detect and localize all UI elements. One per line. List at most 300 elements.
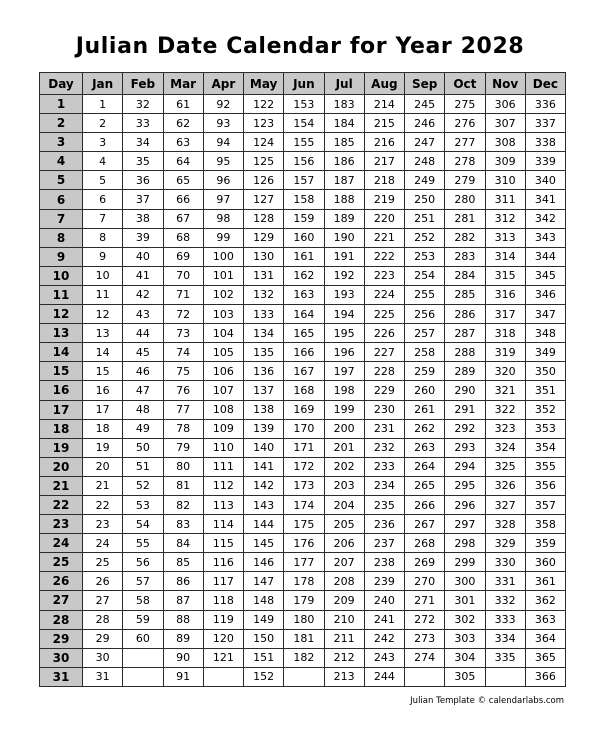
day-number-cell: 7 xyxy=(40,209,83,228)
julian-day-cell: 252 xyxy=(405,228,445,247)
julian-day-cell: 224 xyxy=(364,285,404,304)
julian-day-cell: 62 xyxy=(163,114,203,133)
julian-day-cell: 140 xyxy=(244,438,284,457)
julian-day-cell: 321 xyxy=(485,381,525,400)
julian-day-cell: 95 xyxy=(203,152,243,171)
julian-day-cell: 16 xyxy=(83,381,123,400)
table-row xyxy=(40,171,566,190)
julian-day-cell: 348 xyxy=(525,324,565,343)
julian-day-cell: 291 xyxy=(445,400,485,419)
julian-day-cell: 246 xyxy=(405,114,445,133)
julian-day-cell: 262 xyxy=(405,419,445,438)
julian-day-cell: 251 xyxy=(405,209,445,228)
table-row xyxy=(40,190,566,209)
julian-day-cell: 219 xyxy=(364,190,404,209)
julian-day-cell: 71 xyxy=(163,285,203,304)
julian-day-cell: 238 xyxy=(364,553,404,572)
julian-day-cell: 249 xyxy=(405,171,445,190)
julian-day-cell: 217 xyxy=(364,152,404,171)
julian-day-cell: 34 xyxy=(123,133,163,152)
julian-day-cell: 362 xyxy=(525,591,565,610)
table-row xyxy=(40,266,566,285)
julian-day-cell: 358 xyxy=(525,515,565,534)
julian-day-cell: 163 xyxy=(284,285,324,304)
julian-day-cell: 63 xyxy=(163,133,203,152)
julian-day-cell: 181 xyxy=(284,629,324,648)
julian-day-cell: 171 xyxy=(284,438,324,457)
julian-day-cell: 212 xyxy=(324,648,364,667)
julian-day-cell: 47 xyxy=(123,381,163,400)
julian-day-cell: 324 xyxy=(485,438,525,457)
julian-day-cell: 250 xyxy=(405,190,445,209)
julian-day-cell: 258 xyxy=(405,343,445,362)
julian-day-cell: 32 xyxy=(123,95,163,114)
julian-day-cell: 235 xyxy=(364,495,404,514)
julian-day-cell: 17 xyxy=(83,400,123,419)
julian-day-cell: 352 xyxy=(525,400,565,419)
julian-day-cell: 290 xyxy=(445,381,485,400)
page-title: Julian Date Calendar for Year 2028 xyxy=(75,34,525,59)
julian-day-cell: 112 xyxy=(203,476,243,495)
julian-day-cell: 148 xyxy=(244,591,284,610)
table-row xyxy=(40,515,566,534)
julian-day-cell: 166 xyxy=(284,343,324,362)
julian-day-cell: 2 xyxy=(83,114,123,133)
julian-day-cell: 152 xyxy=(244,667,284,686)
julian-day-cell: 345 xyxy=(525,266,565,285)
table-header xyxy=(40,73,566,95)
julian-day-cell: 37 xyxy=(123,190,163,209)
julian-day-cell: 11 xyxy=(83,285,123,304)
day-number-cell: 4 xyxy=(40,152,83,171)
julian-day-cell: 298 xyxy=(445,534,485,553)
table-row xyxy=(40,247,566,266)
julian-day-cell: 240 xyxy=(364,591,404,610)
julian-day-cell: 96 xyxy=(203,171,243,190)
julian-day-cell: 64 xyxy=(163,152,203,171)
julian-day-cell: 81 xyxy=(163,476,203,495)
julian-day-cell: 135 xyxy=(244,343,284,362)
julian-day-cell: 361 xyxy=(525,572,565,591)
julian-day-cell: 26 xyxy=(83,572,123,591)
julian-day-cell xyxy=(203,667,243,686)
julian-day-cell: 198 xyxy=(324,381,364,400)
table-row xyxy=(40,324,566,343)
day-number-cell: 13 xyxy=(40,324,83,343)
julian-day-cell: 79 xyxy=(163,438,203,457)
julian-day-cell: 355 xyxy=(525,457,565,476)
julian-day-cell: 305 xyxy=(445,667,485,686)
julian-day-cell: 347 xyxy=(525,305,565,324)
julian-day-cell: 214 xyxy=(364,95,404,114)
julian-day-cell: 265 xyxy=(405,476,445,495)
julian-day-cell: 211 xyxy=(324,629,364,648)
julian-day-cell: 234 xyxy=(364,476,404,495)
julian-day-cell: 323 xyxy=(485,419,525,438)
day-number-cell: 30 xyxy=(40,648,83,667)
julian-day-cell: 147 xyxy=(244,572,284,591)
julian-day-cell: 253 xyxy=(405,247,445,266)
julian-day-cell: 313 xyxy=(485,228,525,247)
julian-day-cell: 151 xyxy=(244,648,284,667)
julian-day-cell: 194 xyxy=(324,305,364,324)
julian-day-cell: 228 xyxy=(364,362,404,381)
julian-day-cell: 187 xyxy=(324,171,364,190)
julian-day-cell: 60 xyxy=(123,629,163,648)
julian-day-cell: 296 xyxy=(445,495,485,514)
julian-day-cell: 110 xyxy=(203,438,243,457)
day-number-cell: 2 xyxy=(40,114,83,133)
julian-day-cell: 159 xyxy=(284,209,324,228)
julian-day-cell: 192 xyxy=(324,266,364,285)
table-row xyxy=(40,610,566,629)
julian-day-cell: 177 xyxy=(284,553,324,572)
julian-day-cell: 297 xyxy=(445,515,485,534)
julian-day-cell: 191 xyxy=(324,247,364,266)
julian-day-cell: 51 xyxy=(123,457,163,476)
julian-day-cell: 216 xyxy=(364,133,404,152)
julian-day-cell: 227 xyxy=(364,343,404,362)
julian-day-cell: 56 xyxy=(123,553,163,572)
julian-day-cell: 226 xyxy=(364,324,404,343)
julian-day-cell: 326 xyxy=(485,476,525,495)
julian-day-cell: 247 xyxy=(405,133,445,152)
julian-day-cell: 173 xyxy=(284,476,324,495)
julian-day-cell: 343 xyxy=(525,228,565,247)
julian-day-cell: 274 xyxy=(405,648,445,667)
julian-day-cell: 153 xyxy=(284,95,324,114)
julian-day-cell: 174 xyxy=(284,495,324,514)
julian-day-cell: 218 xyxy=(364,171,404,190)
julian-day-cell: 295 xyxy=(445,476,485,495)
day-number-cell: 20 xyxy=(40,457,83,476)
julian-day-cell: 50 xyxy=(123,438,163,457)
julian-day-cell: 242 xyxy=(364,629,404,648)
julian-day-cell: 282 xyxy=(445,228,485,247)
day-number-cell: 1 xyxy=(40,95,83,114)
julian-day-cell: 124 xyxy=(244,133,284,152)
julian-day-cell: 354 xyxy=(525,438,565,457)
julian-day-cell: 199 xyxy=(324,400,364,419)
julian-day-cell: 7 xyxy=(83,209,123,228)
julian-day-cell: 317 xyxy=(485,305,525,324)
julian-day-cell: 306 xyxy=(485,95,525,114)
julian-day-cell xyxy=(284,667,324,686)
julian-day-cell: 267 xyxy=(405,515,445,534)
julian-day-cell: 38 xyxy=(123,209,163,228)
julian-day-cell: 316 xyxy=(485,285,525,304)
julian-day-cell: 178 xyxy=(284,572,324,591)
day-number-cell: 25 xyxy=(40,553,83,572)
julian-day-cell: 202 xyxy=(324,457,364,476)
julian-day-cell: 19 xyxy=(83,438,123,457)
julian-day-cell: 146 xyxy=(244,553,284,572)
julian-day-cell: 39 xyxy=(123,228,163,247)
day-number-cell: 9 xyxy=(40,247,83,266)
julian-day-cell: 336 xyxy=(525,95,565,114)
julian-day-cell: 127 xyxy=(244,190,284,209)
julian-day-cell: 322 xyxy=(485,400,525,419)
julian-day-cell: 272 xyxy=(405,610,445,629)
julian-day-cell: 141 xyxy=(244,457,284,476)
table-row xyxy=(40,495,566,514)
julian-day-cell: 208 xyxy=(324,572,364,591)
julian-day-cell: 325 xyxy=(485,457,525,476)
table-row xyxy=(40,228,566,247)
column-header-may: May xyxy=(244,73,284,95)
julian-day-cell: 90 xyxy=(163,648,203,667)
julian-day-cell: 276 xyxy=(445,114,485,133)
julian-day-cell: 311 xyxy=(485,190,525,209)
julian-day-cell: 266 xyxy=(405,495,445,514)
julian-day-cell: 229 xyxy=(364,381,404,400)
julian-day-cell: 285 xyxy=(445,285,485,304)
julian-day-cell: 237 xyxy=(364,534,404,553)
julian-day-cell: 136 xyxy=(244,362,284,381)
julian-day-cell: 241 xyxy=(364,610,404,629)
julian-day-cell: 9 xyxy=(83,247,123,266)
julian-day-cell: 54 xyxy=(123,515,163,534)
julian-day-cell: 255 xyxy=(405,285,445,304)
julian-day-cell: 220 xyxy=(364,209,404,228)
julian-day-cell: 264 xyxy=(405,457,445,476)
table-row xyxy=(40,381,566,400)
julian-day-cell: 222 xyxy=(364,247,404,266)
table-row xyxy=(40,305,566,324)
julian-day-cell: 85 xyxy=(163,553,203,572)
julian-day-cell: 254 xyxy=(405,266,445,285)
julian-day-cell: 284 xyxy=(445,266,485,285)
julian-day-cell: 132 xyxy=(244,285,284,304)
day-number-cell: 6 xyxy=(40,190,83,209)
day-number-cell: 10 xyxy=(40,266,83,285)
julian-day-cell: 117 xyxy=(203,572,243,591)
julian-day-cell: 70 xyxy=(163,266,203,285)
julian-day-cell: 277 xyxy=(445,133,485,152)
julian-day-cell: 134 xyxy=(244,324,284,343)
julian-day-cell: 366 xyxy=(525,667,565,686)
julian-day-cell: 106 xyxy=(203,362,243,381)
julian-day-cell: 98 xyxy=(203,209,243,228)
day-number-cell: 26 xyxy=(40,572,83,591)
julian-day-cell: 29 xyxy=(83,629,123,648)
julian-day-cell: 97 xyxy=(203,190,243,209)
julian-day-cell: 78 xyxy=(163,419,203,438)
julian-day-cell: 248 xyxy=(405,152,445,171)
julian-day-cell: 58 xyxy=(123,591,163,610)
julian-day-cell: 200 xyxy=(324,419,364,438)
julian-day-cell: 179 xyxy=(284,591,324,610)
julian-day-cell: 312 xyxy=(485,209,525,228)
julian-day-cell: 319 xyxy=(485,343,525,362)
table-row xyxy=(40,133,566,152)
julian-day-cell: 154 xyxy=(284,114,324,133)
julian-day-cell: 158 xyxy=(284,190,324,209)
julian-day-cell: 14 xyxy=(83,343,123,362)
julian-day-cell: 239 xyxy=(364,572,404,591)
julian-day-cell: 225 xyxy=(364,305,404,324)
julian-day-cell: 302 xyxy=(445,610,485,629)
julian-day-cell: 165 xyxy=(284,324,324,343)
julian-day-cell: 25 xyxy=(83,553,123,572)
column-header-mar: Mar xyxy=(163,73,203,95)
julian-day-cell: 330 xyxy=(485,553,525,572)
julian-day-cell: 28 xyxy=(83,610,123,629)
julian-day-cell: 320 xyxy=(485,362,525,381)
julian-day-cell: 30 xyxy=(83,648,123,667)
julian-day-cell: 33 xyxy=(123,114,163,133)
julian-day-cell: 111 xyxy=(203,457,243,476)
julian-day-cell: 27 xyxy=(83,591,123,610)
julian-day-cell xyxy=(485,667,525,686)
julian-day-cell: 107 xyxy=(203,381,243,400)
julian-day-cell: 15 xyxy=(83,362,123,381)
julian-day-cell: 364 xyxy=(525,629,565,648)
column-header-jan: Jan xyxy=(83,73,123,95)
day-number-cell: 31 xyxy=(40,667,83,686)
table-row xyxy=(40,572,566,591)
julian-day-cell: 73 xyxy=(163,324,203,343)
column-header-nov: Nov xyxy=(485,73,525,95)
julian-day-cell: 292 xyxy=(445,419,485,438)
column-header-dec: Dec xyxy=(525,73,565,95)
julian-day-cell: 68 xyxy=(163,228,203,247)
julian-day-cell: 300 xyxy=(445,572,485,591)
julian-day-cell: 303 xyxy=(445,629,485,648)
julian-day-cell: 172 xyxy=(284,457,324,476)
julian-day-cell: 118 xyxy=(203,591,243,610)
julian-day-cell: 213 xyxy=(324,667,364,686)
julian-day-cell: 5 xyxy=(83,171,123,190)
table-row xyxy=(40,343,566,362)
julian-day-cell: 4 xyxy=(83,152,123,171)
julian-day-cell: 299 xyxy=(445,553,485,572)
julian-day-cell: 131 xyxy=(244,266,284,285)
julian-day-cell: 281 xyxy=(445,209,485,228)
julian-day-cell: 144 xyxy=(244,515,284,534)
julian-day-cell: 341 xyxy=(525,190,565,209)
julian-day-cell: 184 xyxy=(324,114,364,133)
julian-day-cell: 100 xyxy=(203,247,243,266)
julian-day-cell: 48 xyxy=(123,400,163,419)
julian-day-cell: 75 xyxy=(163,362,203,381)
julian-day-cell: 116 xyxy=(203,553,243,572)
day-number-cell: 17 xyxy=(40,400,83,419)
julian-day-cell: 357 xyxy=(525,495,565,514)
julian-day-cell: 259 xyxy=(405,362,445,381)
julian-day-cell: 129 xyxy=(244,228,284,247)
footer-credit: Julian Template © calendarlabs.com xyxy=(410,696,564,706)
julian-day-cell: 86 xyxy=(163,572,203,591)
table-row xyxy=(40,419,566,438)
julian-day-cell: 84 xyxy=(163,534,203,553)
table-row xyxy=(40,285,566,304)
julian-day-cell: 331 xyxy=(485,572,525,591)
julian-day-cell: 99 xyxy=(203,228,243,247)
julian-day-cell: 115 xyxy=(203,534,243,553)
julian-day-cell: 185 xyxy=(324,133,364,152)
julian-day-cell: 31 xyxy=(83,667,123,686)
julian-day-cell: 203 xyxy=(324,476,364,495)
julian-day-cell: 49 xyxy=(123,419,163,438)
julian-day-cell: 273 xyxy=(405,629,445,648)
julian-day-cell: 232 xyxy=(364,438,404,457)
julian-day-cell: 309 xyxy=(485,152,525,171)
julian-day-cell: 167 xyxy=(284,362,324,381)
julian-day-cell: 80 xyxy=(163,457,203,476)
julian-day-cell: 293 xyxy=(445,438,485,457)
julian-day-cell: 82 xyxy=(163,495,203,514)
julian-day-cell: 261 xyxy=(405,400,445,419)
julian-day-cell: 271 xyxy=(405,591,445,610)
julian-day-cell: 44 xyxy=(123,324,163,343)
column-header-jun: Jun xyxy=(284,73,324,95)
table-row xyxy=(40,591,566,610)
julian-day-cell: 315 xyxy=(485,266,525,285)
julian-day-cell: 193 xyxy=(324,285,364,304)
julian-day-cell: 209 xyxy=(324,591,364,610)
julian-day-cell: 233 xyxy=(364,457,404,476)
julian-day-cell: 245 xyxy=(405,95,445,114)
julian-day-cell: 122 xyxy=(244,95,284,114)
julian-day-cell: 223 xyxy=(364,266,404,285)
julian-day-cell: 269 xyxy=(405,553,445,572)
julian-day-cell: 72 xyxy=(163,305,203,324)
julian-day-cell: 186 xyxy=(324,152,364,171)
day-number-cell: 24 xyxy=(40,534,83,553)
julian-day-cell: 195 xyxy=(324,324,364,343)
table-row xyxy=(40,95,566,114)
julian-day-cell: 318 xyxy=(485,324,525,343)
julian-day-cell: 350 xyxy=(525,362,565,381)
julian-day-cell: 365 xyxy=(525,648,565,667)
julian-day-cell xyxy=(123,648,163,667)
julian-day-cell: 180 xyxy=(284,610,324,629)
julian-day-cell: 304 xyxy=(445,648,485,667)
day-number-cell: 12 xyxy=(40,305,83,324)
julian-day-cell: 156 xyxy=(284,152,324,171)
julian-day-cell: 155 xyxy=(284,133,324,152)
julian-day-cell: 88 xyxy=(163,610,203,629)
julian-day-cell: 231 xyxy=(364,419,404,438)
julian-day-cell: 120 xyxy=(203,629,243,648)
table-row xyxy=(40,209,566,228)
julian-day-cell: 337 xyxy=(525,114,565,133)
julian-day-cell: 359 xyxy=(525,534,565,553)
julian-day-cell: 105 xyxy=(203,343,243,362)
julian-day-cell: 8 xyxy=(83,228,123,247)
julian-day-cell: 335 xyxy=(485,648,525,667)
julian-day-cell: 109 xyxy=(203,419,243,438)
column-header-apr: Apr xyxy=(203,73,243,95)
julian-day-cell: 205 xyxy=(324,515,364,534)
julian-day-cell: 22 xyxy=(83,495,123,514)
julian-day-cell: 87 xyxy=(163,591,203,610)
julian-day-cell: 182 xyxy=(284,648,324,667)
day-number-cell: 3 xyxy=(40,133,83,152)
julian-day-cell: 349 xyxy=(525,343,565,362)
day-number-cell: 5 xyxy=(40,171,83,190)
julian-day-cell: 77 xyxy=(163,400,203,419)
julian-day-cell: 150 xyxy=(244,629,284,648)
day-number-cell: 11 xyxy=(40,285,83,304)
julian-day-cell: 310 xyxy=(485,171,525,190)
column-header-aug: Aug xyxy=(364,73,404,95)
julian-day-cell: 188 xyxy=(324,190,364,209)
day-number-cell: 23 xyxy=(40,515,83,534)
julian-day-cell: 339 xyxy=(525,152,565,171)
julian-day-cell: 13 xyxy=(83,324,123,343)
